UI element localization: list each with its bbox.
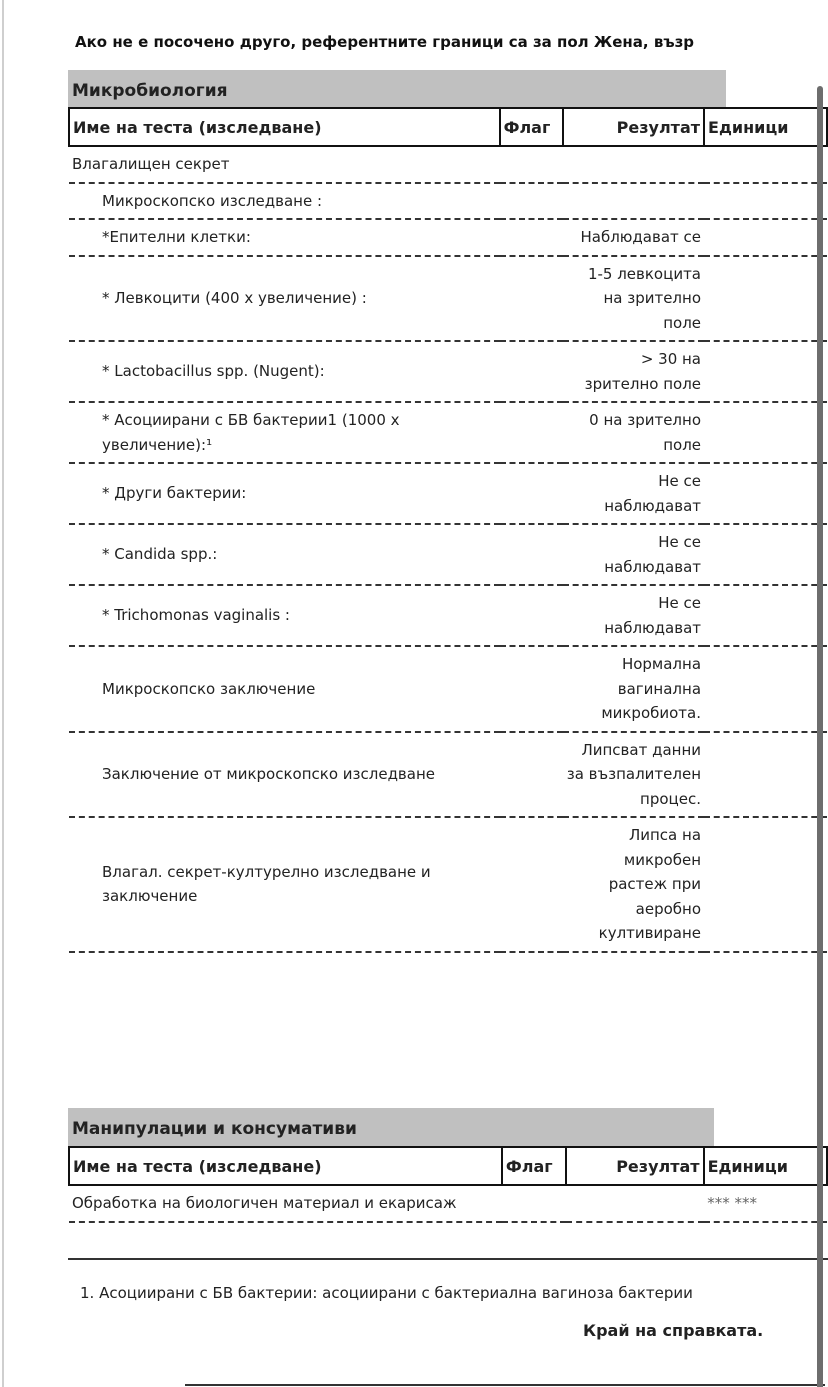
col-name: Име на теста (изследване) — [69, 108, 500, 146]
result: Нормална вагинална микробиота. — [563, 646, 704, 732]
test-name: *Епителни клетки: — [69, 219, 500, 256]
units — [704, 219, 827, 256]
flag — [500, 463, 564, 524]
page-edge — [2, 0, 4, 1387]
result: 0 на зрително поле — [563, 402, 704, 463]
test-name: * Левкоцити (400 х увеличение) : — [69, 256, 500, 342]
result: *** *** — [566, 1185, 827, 1222]
col-units: Единици — [704, 1147, 827, 1185]
section-title-microbiology: Микробиология — [68, 70, 726, 108]
units — [704, 646, 827, 732]
table-row — [69, 219, 827, 256]
units — [704, 463, 827, 524]
scrollbar[interactable] — [817, 86, 823, 1387]
units — [704, 817, 827, 952]
test-name: * Candida spp.: — [69, 524, 500, 585]
result: Не се наблюдават — [563, 463, 704, 524]
table-row — [69, 646, 827, 732]
test-name: Влагал. секрет-културелно изследване и заключение — [69, 817, 500, 952]
units — [704, 402, 827, 463]
section-title-manipulations: Манипулации и консумативи — [68, 1108, 714, 1146]
col-flag: Флаг — [502, 1147, 566, 1185]
units — [704, 341, 827, 402]
units — [704, 732, 827, 818]
result: Не се наблюдават — [563, 585, 704, 646]
table-row — [69, 402, 827, 463]
units — [704, 146, 827, 183]
units — [704, 256, 827, 342]
test-name: Обработка на биологичен материал и екарисаж — [69, 1185, 502, 1222]
table-row — [69, 341, 827, 402]
table-row — [69, 1185, 827, 1222]
flag — [500, 146, 564, 183]
flag — [500, 341, 564, 402]
flag — [500, 732, 564, 818]
result: Наблюдават се — [563, 219, 704, 256]
table-row — [69, 256, 827, 342]
test-name: Микроскопско изследване : — [69, 183, 500, 220]
units — [704, 183, 827, 220]
result: 1-5 левкоцита на зрително поле — [563, 256, 704, 342]
flag — [500, 524, 564, 585]
col-flag: Флаг — [500, 108, 564, 146]
result: > 30 на зрително поле — [563, 341, 704, 402]
result: Липсват данни за възпалителен процес. — [563, 732, 704, 818]
table-row — [69, 183, 827, 220]
test-name: * Trichomonas vaginalis : — [69, 585, 500, 646]
col-result: Резултат — [566, 1147, 704, 1185]
col-result: Резултат — [563, 108, 704, 146]
test-name: Влагалищен секрет — [69, 146, 500, 183]
manipulations-table — [68, 1146, 828, 1223]
microbiology-table — [68, 107, 828, 953]
flag — [500, 219, 564, 256]
test-name: Заключение от микроскопско изследване — [69, 732, 500, 818]
table-row — [69, 732, 827, 818]
flag — [500, 646, 564, 732]
table-row — [69, 146, 827, 183]
result — [563, 146, 704, 183]
units — [704, 524, 827, 585]
col-units: Единици — [704, 108, 827, 146]
reference-note: Ако не е посочено друго, референтните граници са за пол Жена, възр — [75, 33, 695, 51]
end-of-report: Край на справката. — [583, 1321, 764, 1340]
footnote-divider — [68, 1258, 828, 1260]
test-name: * Други бактерии: — [69, 463, 500, 524]
flag — [500, 256, 564, 342]
test-name: * Lactobacillus spp. (Nugent): — [69, 341, 500, 402]
result — [563, 183, 704, 220]
col-name: Име на теста (изследване) — [69, 1147, 502, 1185]
table-row — [69, 585, 827, 646]
test-name: Микроскопско заключение — [69, 646, 500, 732]
result: Не се наблюдават — [563, 524, 704, 585]
flag — [500, 402, 564, 463]
table-row — [69, 817, 827, 952]
units — [704, 585, 827, 646]
flag — [500, 585, 564, 646]
flag — [500, 183, 564, 220]
test-name: * Асоциирани с БВ бактерии1 (1000 х увеличение):¹ — [69, 402, 500, 463]
footnote: 1. Асоциирани с БВ бактерии: асоциирани с бактериална вагиноза бактерии — [80, 1284, 693, 1302]
flag — [500, 817, 564, 952]
bottom-divider — [185, 1384, 825, 1386]
table-row — [69, 524, 827, 585]
flag — [502, 1185, 566, 1222]
table-row — [69, 463, 827, 524]
result: Липса на микробен растеж при аеробно култивиране — [563, 817, 704, 952]
